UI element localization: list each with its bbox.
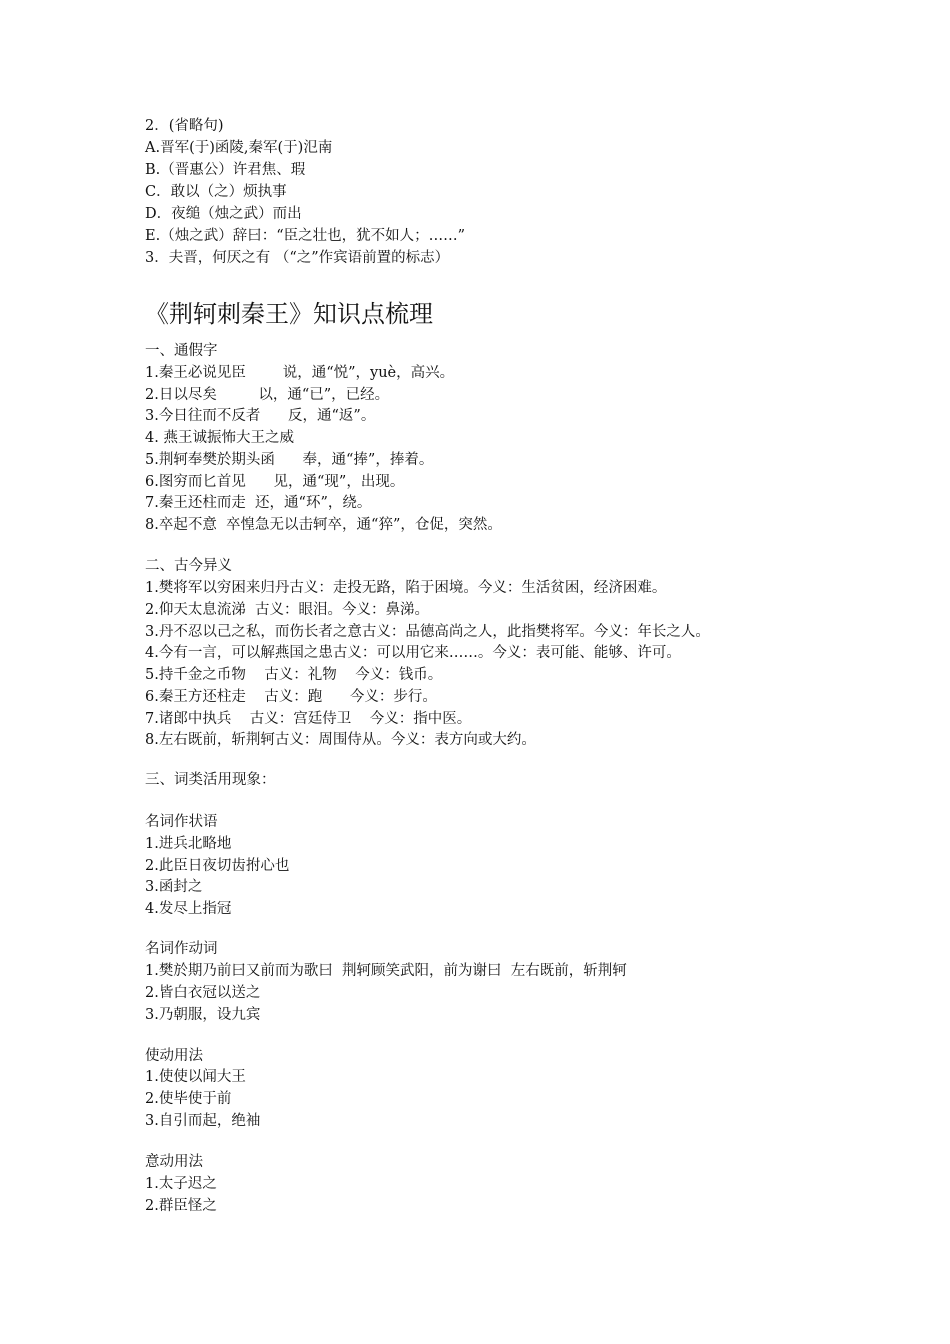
list-item: 3.丹不忍以己之私，而伤长者之意古义：品德高尚之人，此指樊将军。今义：年长之人。 (145, 624, 710, 640)
list-item: 5.持千金之币物 古义：礼物 今义：钱币。 (145, 667, 443, 683)
list-item: 5.荆轲奉樊於期头函 奉，通“捧”，捧着。 (145, 452, 434, 468)
list-item: 4. 燕王诚振怖大王之威 (145, 430, 294, 446)
list-item: 4.今有一言，可以解燕国之患古义：可以用它来……。今义：表可能、能够、许可。 (145, 645, 681, 661)
list-item: 1.樊於期乃前曰又前而为歌曰 荆轲顾笑武阳，前为谢曰 左右既前，斩荆轲 (145, 963, 627, 979)
page-title: 《荆轲刺秦王》知识点梳理 (145, 300, 433, 328)
list-item: 7.秦王还柱而走 还，通“环”，绕。 (145, 495, 372, 511)
list-item: 2.日以尽矣 以，通“已”，已经。 (145, 387, 390, 403)
top-line: 3．夫晋，何厌之有 （“之”作宾语前置的标志） (145, 250, 450, 266)
list-item: 8.左右既前，斩荆轲古义：周围侍从。今义：表方向或大约。 (145, 732, 536, 748)
subsection-heading: 使动用法 (145, 1048, 203, 1064)
list-item: 1.樊将军以穷困来归丹古义：走投无路，陷于困境。今义：生活贫困，经济困难。 (145, 580, 667, 596)
list-item: 3.自引而起，绝袖 (145, 1113, 261, 1129)
subsection-heading: 意动用法 (145, 1154, 203, 1170)
section-heading: 二、古今异义 (145, 558, 232, 574)
top-line: A.晋军(于)函陵,秦军(于)氾南 (145, 140, 333, 156)
top-line: 2．(省略句) (145, 118, 224, 134)
list-item: 7.诸郎中执兵 古义：宫廷侍卫 今义：指中医。 (145, 711, 472, 727)
top-line: C．敢以（之）烦执事 (145, 184, 287, 200)
list-item: 8.卒起不意 卒惶急无以击轲卒，通“猝”，仓促，突然。 (145, 517, 502, 533)
list-item: 1.进兵北略地 (145, 836, 232, 852)
list-item: 2.皆白衣冠以送之 (145, 985, 261, 1001)
list-item: 1.太子迟之 (145, 1176, 217, 1192)
list-item: 2.使毕使于前 (145, 1091, 232, 1107)
list-item: 3.今日往而不反者 反，通“返”。 (145, 408, 376, 424)
top-line: D．夜缒（烛之武）而出 (145, 206, 302, 222)
top-line: E.（烛之武）辞曰：“臣之壮也，犹不如人；……” (145, 228, 466, 244)
list-item: 3.乃朝服，设九宾 (145, 1007, 261, 1023)
list-item: 6.图穷而匕首见 见，通“现”，出现。 (145, 474, 405, 490)
top-line: B.（晋惠公）许君焦、瑕 (145, 162, 306, 178)
list-item: 2.此臣日夜切齿拊心也 (145, 858, 290, 874)
list-item: 2.仰天太息流涕 古义：眼泪。今义：鼻涕。 (145, 602, 430, 618)
subsection-heading: 名词作动词 (145, 941, 218, 957)
list-item: 1.使使以闻大王 (145, 1069, 246, 1085)
list-item: 1.秦王必说见臣 说，通“悦”，yuè，高兴。 (145, 365, 455, 381)
section-heading: 三、词类活用现象： (145, 772, 276, 788)
list-item: 2.群臣怪之 (145, 1198, 217, 1214)
list-item: 3.函封之 (145, 879, 203, 895)
section-heading: 一、通假字 (145, 343, 218, 359)
subsection-heading: 名词作状语 (145, 814, 218, 830)
list-item: 4.发尽上指冠 (145, 901, 232, 917)
list-item: 6.秦王方还柱走 古义：跑 今义：步行。 (145, 689, 437, 705)
